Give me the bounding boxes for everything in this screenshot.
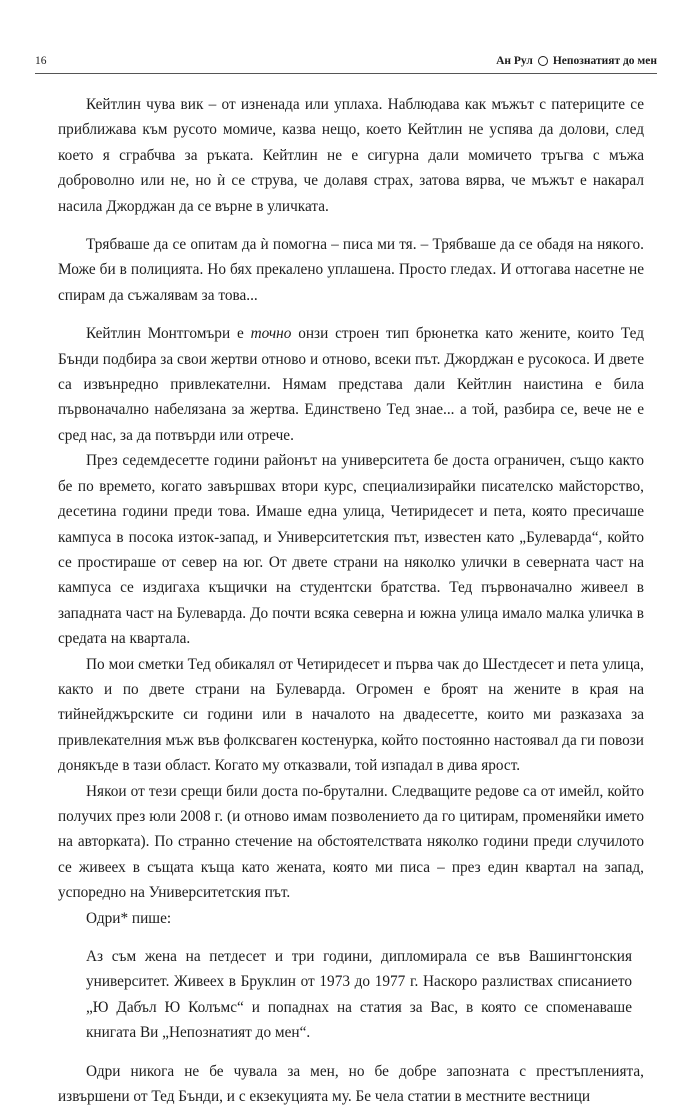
header-title-group	[496, 55, 657, 67]
paragraph: През седемдесетте години районът на университета бе доста ограничен, също както бе по времето, когато завършвах втори курс, специализирайки писателско майсторство, десетина години преди това. Имаше една улица, Четиридесет и пета, която пресичаше кампуса в посока изток-запад, и Университетския път, известен като „Булеварда“, който се простираше от север на юг. От двете страни на няколко улички в северната част на кампуса се издигаха къщички на студентски братства. Тед първоначално живеел в западната част на Булеварда. До почти всяка северна и южна улица имало малка уличка в средата на квартала.	[58, 452, 644, 648]
text-column	[58, 92, 644, 1109]
paragraph: Кейтлин чува вик – от изненада или уплаха. Наблюдава как мъжът с патериците се приближава към русото момиче, казва нещо, което Кейтлин не успява да долови, след което я сграбчва за ръката. Кейтлин не е сигурна дали момичето тръгва с мъжа доброволно или не, но ѝ се струва, че долавя страх, затова вярва, че мъжът е накарал насила Джорджан да се върне в уличката.	[58, 96, 644, 215]
header-book-title: Непознатият до мен	[552, 55, 657, 67]
paragraph: Някои от тези срещи били доста по-брутални. Следващите редове са от имейл, който получих през юли 2008 г. (и отново имам позволението да го цитирам, променяйки името на авторката). По странно стечение на обстоятелствата няколко години преди случилото се живеех в същата къща като жената, която ми писа – през един квартал на запад, успоредно на Университетския път.	[58, 782, 644, 902]
paragraph-text: онзи строен тип брюнетка като жените, които Тед Бънди подбира за свои жертви отново и отново, всеки път. Джорджан е русокоса. И двете са извънредно привлекателни. Нямам представа дали Кейтлин наистина е била първоначално набелязана за жертва. Единствено Тед знае... а той, разбира се, вече не е сред нас, за да потвърди или отрече.	[58, 325, 644, 444]
paragraph: Одри никога не бе чувала за мен, но бе добре запозната с престъпленията, извършени от Тед Бънди, и с екзекуцията му. Бе чела статии в местните вестници	[58, 1062, 644, 1106]
header-author: Ан Рул	[496, 55, 533, 67]
emphasized-word: точно	[250, 325, 292, 343]
paragraph: Трябваше да се опитам да ѝ помогна – писа ми тя. – Трябваше да се обадя на някого. Може би в полицията. Но бях прекалено уплашена. Просто гледах. И оттогава насетне не спирам да съжалявам за това...	[58, 236, 644, 304]
paragraph: Одри* пише:	[86, 909, 172, 927]
paragraph-text: Кейтлин Монтгомъри е	[86, 325, 251, 343]
block-quote: Аз съм жена на петдесет и три години, дипломирала се във Вашингтонския университет. Живеех в Бруклин от 1973 до 1977 г. Наскоро разлиствах списанието „Ю Дабъл Ю Колъмс“ и попаднах на статия за Вас, в която се споменаваше книгата Ви „Непознатият до мен“.	[86, 948, 632, 1042]
running-header	[35, 55, 657, 67]
circle-ornament-icon	[538, 56, 548, 66]
paragraph	[58, 321, 644, 448]
page-number: 16	[35, 55, 47, 67]
paragraph: По мои сметки Тед обикалял от Четиридесет и първа чак до Шестдесет и пета улица, както и по двете страни на Булеварда. Огромен е броят на жените в края на тийнейджърските си години или в началото на двадесетте, които ми разказаха за привлекателния мъж във фолксваген костенурка, който постоянно настоявал да ги повози донякъде в тази област. Когато му отказвали, той изпадал в дива ярост.	[58, 655, 644, 775]
header-divider	[35, 73, 657, 74]
